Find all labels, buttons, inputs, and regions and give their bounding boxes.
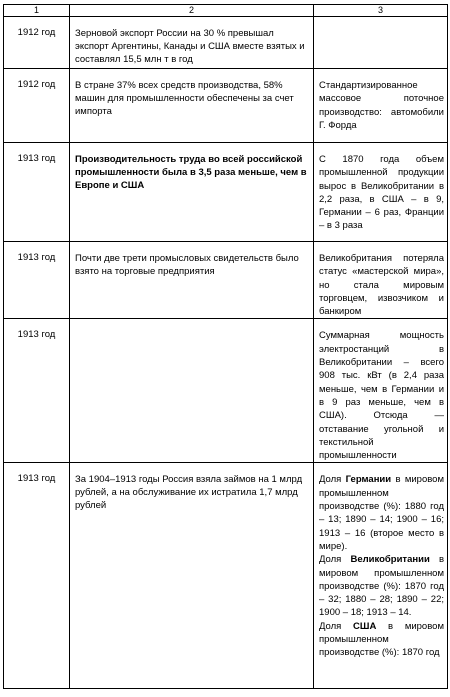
year-cell: 1913 год <box>4 143 70 242</box>
share-germany: Доля Германии в мировом промышленном производстве (%): 1880 год – 13; 1890 – 14; 1900 – 16; 1913 – 16 (второе место в мире). <box>319 474 444 552</box>
table-row <box>4 17 448 69</box>
table-row <box>4 319 448 463</box>
world-cell: С 1870 года объем промышленной продукции вырос в Великобритании в 2,2 раза, в США – в 9, Германии – 6 раз, Франции – в 3 раза <box>314 143 448 242</box>
russia-cell: Почти две трети промысловых свидетельств было взято на торговые предприятия <box>70 242 314 319</box>
share-britain: Доля Великобритании в мировом промышленном производстве (%): 1870 год – 32; 1880 – 28; 1890 – 22; 1900 – 18; 1913 – 14. <box>319 554 444 619</box>
share-usa: Доля США в мировом промышленном производстве (%): 1870 год <box>319 620 444 659</box>
russia-cell: За 1904–1913 годы Россия взяла займов на 1 млрд рублей, а на обслуживание их истратила 1,7 млрд рублей <box>70 463 314 689</box>
header-col-2: 2 <box>70 5 314 17</box>
header-col-1: 1 <box>4 5 70 17</box>
year-cell: 1913 год <box>4 463 70 689</box>
year-cell: 1912 год <box>4 17 70 69</box>
table-row <box>4 143 448 242</box>
header-col-3: 3 <box>314 5 448 17</box>
russia-cell: В стране 37% всех средств производства, 58% машин для промышленности обеспечены за счет импорта <box>70 69 314 143</box>
year-cell: 1913 год <box>4 319 70 463</box>
world-cell <box>314 463 448 689</box>
data-table <box>3 4 448 689</box>
table-row <box>4 463 448 689</box>
world-cell: Суммарная мощность электростанций в Великобритании – всего 908 тыс. кВт (в 2,4 раза меньше, чем в Германии и в 9 раз меньше, чем в США). Отсюда — отставание угольной и текстильной промышленности <box>314 319 448 463</box>
table-row <box>4 69 448 143</box>
russia-cell <box>70 143 314 242</box>
russia-cell: Зерновой экспорт России на 30 % превышал экспорт Аргентины, Канады и США вместе взятых и составлял 15,5 млн т в год <box>70 17 314 69</box>
year-cell: 1912 год <box>4 69 70 143</box>
year-cell: 1913 год <box>4 242 70 319</box>
table-row <box>4 242 448 319</box>
russia-cell <box>70 319 314 463</box>
world-cell <box>314 17 448 69</box>
world-cell: Великобритания потеряла статус «мастерской мира», но стала мировым торговцем, извозчиком и банкиром <box>314 242 448 319</box>
world-cell: Стандартизированное массовое поточное производство: автомобили Г. Форда <box>314 69 448 143</box>
bold-statement: Производительность труда во всей российской промышленности была в 3,5 раза меньше, чем в Европе и США <box>75 154 307 191</box>
header-row <box>4 5 448 17</box>
